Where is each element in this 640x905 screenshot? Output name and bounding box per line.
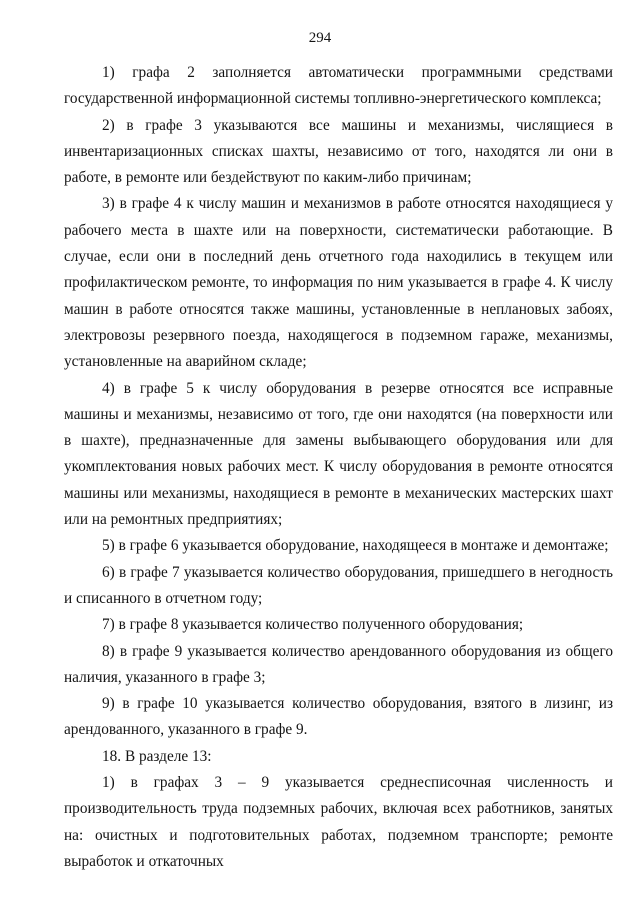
- paragraph-4: 4) в графе 5 к числу оборудования в резерве относятся все исправные машины и механизмы, независимо от того, где они находятся (на поверхности или в шахте), предназначенные для замены выбывающего оборудования или для укомплектования новых рабочих мест. К числу оборудования в ремонте относятся машины или механизмы, находящиеся в ремонте в механических мастерских шахт или на ремонтных предприятиях;: [64, 379, 613, 529]
- body-text: [64, 60, 613, 875]
- paragraph-7: 7) в графе 8 указывается количество полученного оборудования;: [102, 616, 524, 634]
- page-number: 294: [308, 30, 332, 46]
- paragraph-5: 5) в графе 6 указывается оборудование, находящееся в монтаже и демонтаже;: [102, 537, 609, 555]
- paragraph-3: 3) в графе 4 к числу машин и механизмов в работе относятся находящиеся у рабочего места в шахте или на поверхности, систематически работающие. В случае, если они в последний день отчетного года находились в текущем или профилактическом ремонте, то информация по ним указывается в графе 4. К числу машин в работе относятся также машины, установленные в неплановых забоях, электровозы резервного поезда, находящегося в подземном гараже, механизмы, установленные на аварийном складе;: [64, 195, 613, 371]
- section-heading: 18. В разделе 13:: [102, 747, 212, 765]
- paragraph-10: 1) в графах 3 – 9 указывается среднесписочная численность и производительность труда подземных рабочих, включая всех работников, занятых на: очистных и подготовительных работах, подземном транспорте; ремонте выработок и откаточных: [64, 774, 613, 870]
- paragraph-2: 2) в графе 3 указываются все машины и механизмы, числящиеся в инвентаризационных списках шахты, независимо от того, находятся ли они в работе, в ремонте или бездействуют по каким-либо причинам;: [64, 116, 613, 187]
- paragraph-8: 8) в графе 9 указывается количество арендованного оборудования из общего наличия, указанного в графе 3;: [64, 642, 613, 686]
- paragraph-6: 6) в графе 7 указывается количество оборудования, пришедшего в негодность и списанного в отчетном году;: [64, 563, 613, 607]
- paragraph-9: 9) в графе 10 указывается количество оборудования, взятого в лизинг, из арендованного, указанного в графе 9.: [64, 695, 613, 739]
- paragraph-1: 1) графа 2 заполняется автоматически программными средствами государственной информационной системы топливно-энергетического комплекса;: [64, 64, 613, 108]
